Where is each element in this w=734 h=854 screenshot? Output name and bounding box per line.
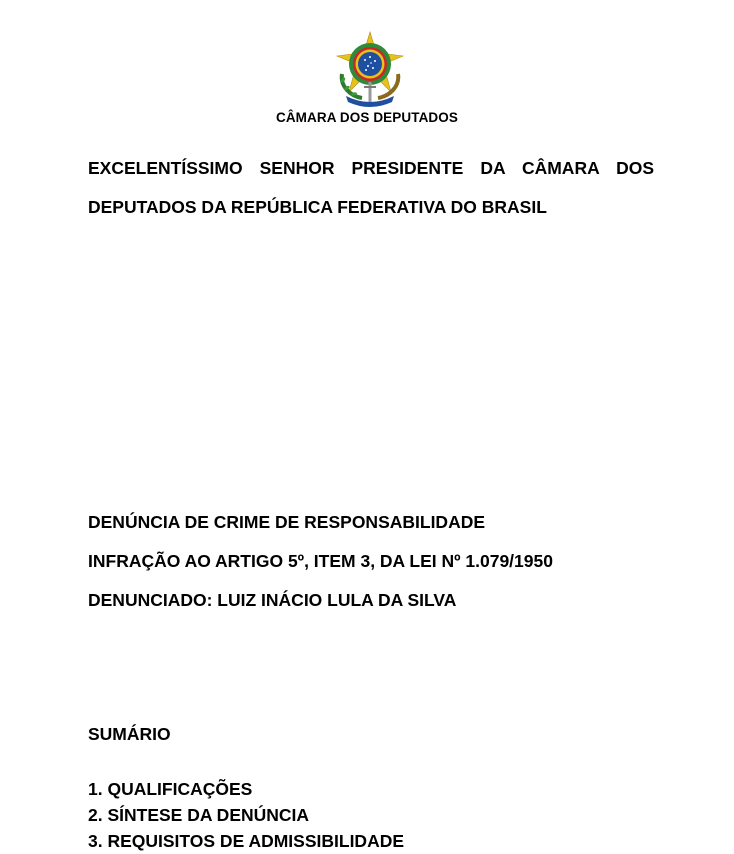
summary-list [88, 776, 404, 854]
addressee-line-1: EXCELENTÍSSIMO SENHOR PRESIDENTE DA CÂMARA DOS [88, 158, 654, 178]
summary-item: 1. QUALIFICAÇÕES [88, 779, 253, 799]
summary-item: 2. SÍNTESE DA DENÚNCIA [88, 805, 310, 825]
complaint-block [88, 503, 553, 620]
summary-title: SUMÁRIO [88, 724, 171, 744]
summary-item: 3. REQUISITOS DE ADMISSIBILIDADE [88, 831, 405, 851]
addressee-line-2: DEPUTADOS DA REPÚBLICA FEDERATIVA DO BRASIL [88, 197, 547, 217]
institution-name: CÂMARA DOS DEPUTADOS [275, 110, 458, 125]
coat-of-arms-icon [332, 30, 408, 108]
complaint-infraction: INFRAÇÃO AO ARTIGO 5º, ITEM 3, DA LEI Nº 1.079/1950 [88, 551, 553, 571]
addressee-block [88, 149, 654, 227]
complaint-accused: DENUNCIADO: LUIZ INÁCIO LULA DA SILVA [88, 590, 457, 610]
complaint-title: DENÚNCIA DE CRIME DE RESPONSABILIDADE [88, 512, 486, 532]
